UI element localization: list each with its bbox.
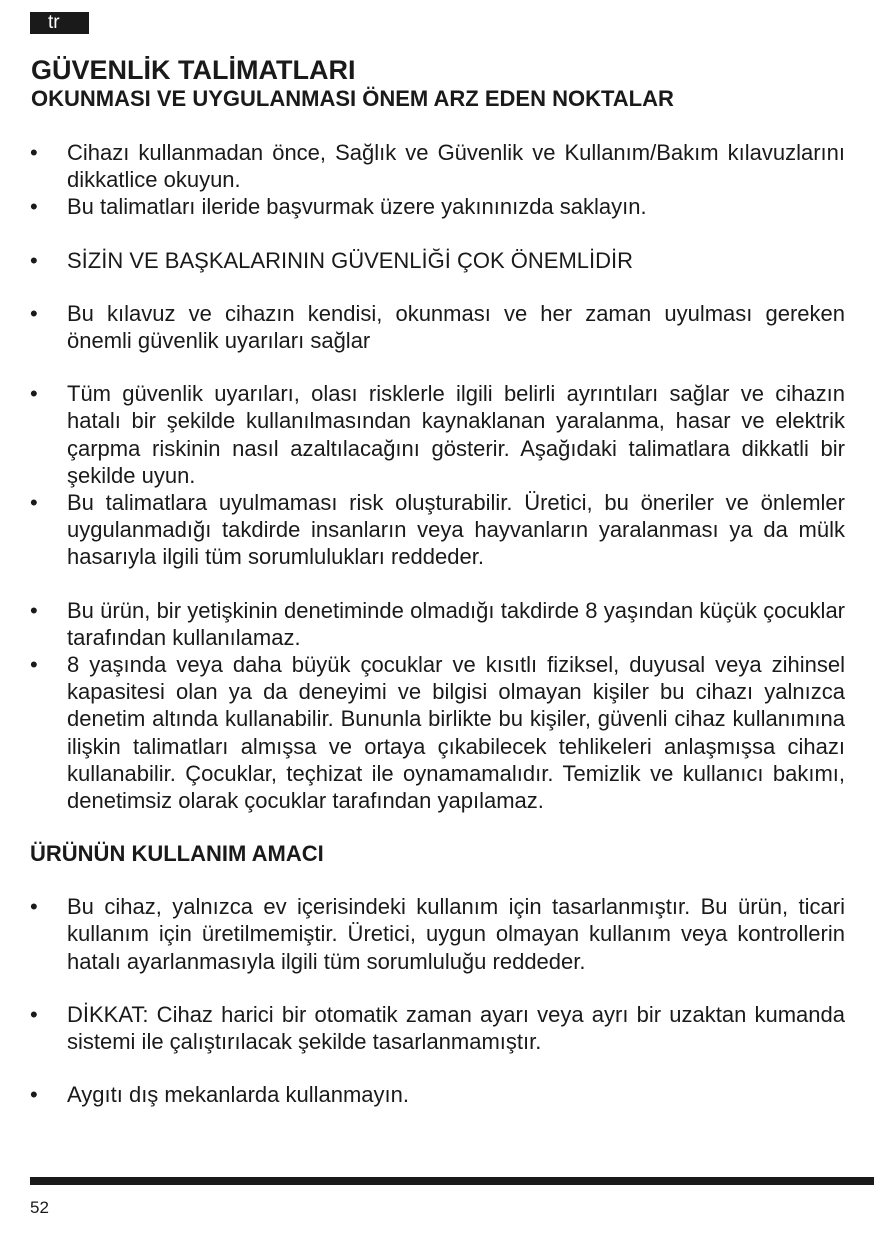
list-item: • SİZİN VE BAŞKALARININ GÜVENLİĞİ ÇOK ÖNEMLİDİR [30,247,845,274]
list-item: • Bu talimatlara uyulmaması risk oluşturabilir. Üretici, bu öneriler ve önlemler uygulanmadığı takdirde insanların veya hayvanların yaralanması ya da mülk hasarıyla ilgili tüm sorumlulukları reddeder. [30,489,845,571]
list-item: • Aygıtı dış mekanlarda kullanmayın. [30,1081,845,1108]
bullet-group [30,1081,845,1108]
list-item: • Bu talimatları ileride başvurmak üzere yakınınızda saklayın. [30,193,845,220]
bullet-group [30,300,845,354]
bullet-group [30,139,845,221]
list-item: • 8 yaşında veya daha büyük çocuklar ve kısıtlı fiziksel, duyusal veya zihinsel kapasitesi olan ya da deneyimi ve bilgisi olmayan kişiler bu cihazı yalnızca denetim altında kullanabilir. Bununla birlikte bu kişiler, güvenli cihaz kullanımına ilişkin talimatları almışsa ve ortaya çıkabilecek tehlikeleri anlaşmışsa cihazı kullanabilir. Çocuklar, teçhizat ile oynamamalıdır. Temizlik ve kullanıcı bakımı, denetimsiz olarak çocuklar tarafından yapılamaz. [30,651,845,814]
footer-divider [30,1177,874,1185]
list-item: • Bu kılavuz ve cihazın kendisi, okunması ve her zaman uyulması gereken önemli güvenlik uyarıları sağlar [30,300,845,354]
bullet-group [30,1001,845,1055]
page-subtitle: OKUNMASI VE UYGULANMASI ÖNEM ARZ EDEN NOKTALAR [31,86,674,111]
list-item: • Bu ürün, bir yetişkinin denetiminde olmadığı takdirde 8 yaşından küçük çocuklar tarafından kullanılamaz. [30,597,845,651]
bullet-group [30,893,845,975]
list-item: • DİKKAT: Cihaz harici bir otomatik zaman ayarı veya ayrı bir uzaktan kumanda sistemi ile çalıştırılacak şekilde tasarlanmamıştır. [30,1001,845,1055]
list-item: • Cihazı kullanmadan önce, Sağlık ve Güvenlik ve Kullanım/Bakım kılavuzlarını dikkatlice okuyun. [30,139,845,193]
list-item: • Bu cihaz, yalnızca ev içerisindeki kullanım için tasarlanmıştır. Bu ürün, ticari kullanım için üretilmemiştir. Üretici, uygun olmayan kullanım veya kontrollerin hatalı ayarlanmasıyla ilgili tüm sorumluluğu reddeder. [30,893,845,975]
page-number: 52 [30,1198,49,1217]
bullet-group [30,380,845,570]
page-title: GÜVENLİK TALİMATLARI [31,55,356,85]
bullet-group [30,247,845,274]
bullet-group [30,597,845,815]
document-body [30,139,845,1134]
section-heading: ÜRÜNÜN KULLANIM AMACI [30,841,324,867]
list-item: • Tüm güvenlik uyarıları, olası risklerle ilgili belirli ayrıntıları sağlar ve cihazın hatalı bir şekilde kullanılmasından kaynaklanan yaralanma, hasar ve elektrik çarpma riskinin nasıl azaltılacağını gösterir. Aşağıdaki talimatlara dikkatli bir şekilde uyun. [30,380,845,489]
language-tab: tr [30,12,89,34]
